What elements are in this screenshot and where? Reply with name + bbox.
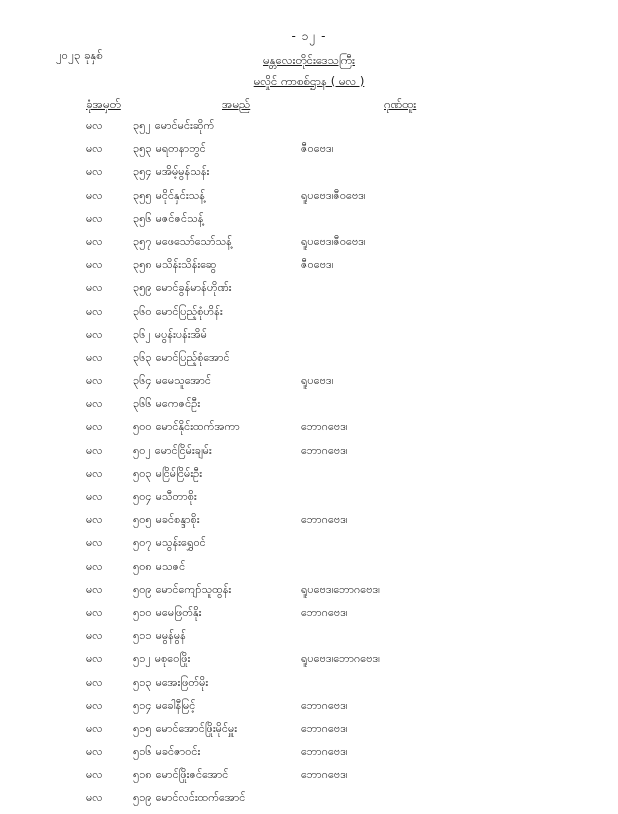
list-item	[0, 234, 618, 257]
row-distinction: ရူပဗေဒ၊	[301, 374, 334, 388]
list-item	[0, 512, 618, 535]
row-code: မလ	[86, 281, 103, 295]
row-code: မလ	[86, 304, 103, 318]
year-label: ၂၀၂၃ ခုနှစ်	[56, 48, 103, 62]
row-code: မလ	[86, 582, 103, 596]
row-distinction: ဘောဂဗေဒ၊	[301, 698, 348, 712]
row-number: ၅၁၄	[133, 698, 152, 712]
row-person-name: မခင်ဇာဝင်း	[155, 745, 201, 759]
row-number: ၃၅၇	[133, 234, 152, 248]
row-number: ၅၀၀	[133, 420, 152, 434]
row-code: မလ	[86, 721, 103, 735]
row-name	[133, 350, 230, 366]
row-name	[133, 327, 207, 343]
row-number: ၅၀၂	[133, 443, 151, 457]
row-person-name: မောင်ကျော်သူထွန်း	[155, 582, 232, 596]
row-name	[133, 211, 203, 227]
row-person-name: မောင်နိုင်းထက်အကာ	[155, 420, 240, 434]
row-number: ၃၆၄	[133, 374, 152, 388]
list-item	[0, 350, 618, 373]
row-distinction: ဇီဝဗေဒ၊	[301, 142, 334, 156]
row-code: မလ	[86, 374, 103, 388]
list-item	[0, 466, 618, 489]
list-item	[0, 419, 618, 442]
row-distinction: ဘောဂဗေဒ၊	[301, 745, 348, 759]
row-name	[133, 512, 200, 528]
row-name	[133, 582, 231, 598]
row-name	[133, 675, 208, 691]
row-number: ၃၆၂	[133, 327, 151, 341]
row-code: မလ	[86, 258, 103, 272]
row-number: ၅၁၉	[133, 791, 152, 805]
row-code: မလ	[86, 211, 103, 225]
row-name	[133, 141, 206, 157]
list-item	[0, 188, 618, 211]
row-distinction: ဘောဂဗေဒ၊	[301, 513, 348, 527]
list-item	[0, 744, 618, 767]
list-item	[0, 396, 618, 419]
row-name	[133, 559, 185, 575]
list-item	[0, 721, 618, 744]
row-distinction: ရူပဗေဒ၊ဇီဝဗေဒ၊	[301, 234, 366, 248]
row-name	[133, 466, 202, 482]
row-number: ၃၅၄	[133, 165, 152, 179]
row-number: ၅၁၂	[133, 652, 151, 666]
list-item	[0, 118, 618, 141]
row-number: ၅၀၄	[133, 490, 152, 503]
row-name	[133, 280, 231, 296]
row-person-name: မောင်ပြည့်စုံဟိန်း	[155, 304, 223, 318]
row-code: မလ	[86, 466, 103, 480]
row-code: မလ	[86, 165, 103, 179]
row-person-name: မမေဖြတ်နိုး	[155, 605, 202, 619]
list-item	[0, 628, 618, 651]
row-number: ၃၅၃	[133, 142, 152, 156]
row-number: ၅၀၃	[133, 466, 152, 480]
row-code: မလ	[86, 791, 103, 805]
row-name	[133, 443, 212, 459]
row-number: ၅၀၉	[133, 582, 152, 596]
row-person-name: မငိုင်နှင်းသန့်	[155, 188, 205, 202]
row-person-name: မငြိမ်ငြိမ်းဦး	[155, 466, 203, 480]
row-name	[133, 628, 186, 644]
column-header-code: ခုံအမှတ်	[86, 97, 121, 111]
row-person-name: မမွန်မွန်	[155, 629, 186, 643]
row-number: ၃၅၆	[133, 211, 152, 225]
list-item	[0, 211, 618, 234]
row-name	[133, 698, 195, 714]
row-number: ၃၅၂	[133, 119, 151, 132]
row-number: ၅၀၅	[133, 513, 152, 527]
row-number: ၃၅၉	[133, 281, 152, 295]
list-item	[0, 327, 618, 350]
region-title: မန္တလေးတိုင်းဒေသကြီး	[263, 53, 355, 67]
row-number: ၃၆၀	[133, 304, 152, 318]
row-person-name: မသိန်းသိန်းဆွေ	[155, 258, 217, 272]
row-number: ၃၅၅	[133, 188, 152, 202]
column-header-note: ဂုဏ်ထူး	[384, 97, 417, 111]
row-name	[133, 257, 216, 273]
list-item	[0, 489, 618, 512]
row-name	[133, 396, 200, 412]
row-code: မလ	[86, 675, 103, 689]
row-person-name: မမေသူအောင်	[155, 374, 212, 388]
row-name	[133, 188, 205, 204]
row-number: ၅၁၈	[133, 768, 152, 782]
row-person-name: မပွန်းပန်းအိမ်	[154, 327, 207, 341]
row-code: မလ	[86, 513, 103, 527]
row-person-name: မသွန်းရွှေဝင်	[155, 536, 206, 550]
row-person-name: မောင်အောင်ဖြိုးမိုင်မှူး	[155, 721, 238, 735]
list-item	[0, 559, 618, 582]
list-item	[0, 141, 618, 164]
row-distinction: ရူပဗေဒ၊ဇီဝဗေဒ၊	[301, 188, 366, 202]
row-code: မလ	[86, 234, 103, 248]
row-distinction: ဘောဂဗေဒ၊	[301, 420, 348, 434]
row-code: မလ	[86, 350, 103, 364]
row-distinction: ဇီဝဗေဒ၊	[301, 258, 334, 272]
row-person-name: မောင်ငြိမ်းချမ်း	[154, 443, 212, 457]
constituency-title: မလှိုင် ကာစစ်ဌာန ( မလ )	[253, 74, 365, 88]
row-person-name: မကေဇင်ဦး	[155, 397, 201, 411]
row-name	[133, 164, 209, 180]
row-code: မလ	[86, 605, 103, 619]
list-item	[0, 535, 618, 558]
row-person-name: မောင်လင်းထက်အောင်	[155, 791, 246, 805]
row-number: ၅၁၅	[133, 721, 152, 735]
row-name	[133, 304, 223, 320]
list-item	[0, 651, 618, 674]
row-person-name: မသဇင်	[155, 559, 186, 573]
row-code: မလ	[86, 397, 103, 411]
list-item	[0, 605, 618, 628]
row-person-name: မောင်မင်းဆိုက်	[154, 119, 215, 132]
list-item	[0, 373, 618, 396]
list-item	[0, 582, 618, 605]
row-person-name: မအေးဖြတ်မိုး	[155, 675, 209, 689]
row-name	[133, 721, 237, 737]
row-name	[133, 744, 200, 760]
row-code: မလ	[86, 188, 103, 202]
row-person-name: မခေါနီမြင့်	[155, 698, 196, 712]
row-code: မလ	[86, 327, 103, 341]
list-item	[0, 675, 618, 698]
row-code: မလ	[86, 698, 103, 712]
row-code: မလ	[86, 420, 103, 434]
row-distinction: ရူပဗေဒ၊ဘောဂဗေဒ၊	[301, 582, 380, 596]
row-person-name: မဖေသော်သော်သန့်	[155, 234, 232, 248]
row-distinction: ရူပဗေဒ၊ဘောဂဗေဒ၊	[301, 652, 380, 666]
row-code: မလ	[86, 652, 103, 666]
row-distinction: ဘောဂဗေဒ၊	[301, 721, 348, 735]
row-name	[133, 373, 211, 389]
row-name	[133, 118, 214, 134]
row-number: ၅၀၈	[133, 559, 152, 573]
list-item	[0, 257, 618, 280]
row-person-name: မောင်ခွန်မာန်ဟိုဏ်း	[155, 281, 232, 295]
page-number: - ၁၂ -	[291, 29, 327, 43]
list-item	[0, 698, 618, 721]
row-code: မလ	[86, 629, 103, 643]
row-name	[133, 651, 190, 667]
row-name	[133, 605, 201, 621]
row-code: မလ	[86, 536, 103, 550]
list-item	[0, 304, 618, 327]
row-name	[133, 535, 206, 551]
row-code: မလ	[86, 768, 103, 782]
row-number: ၃၅၈	[133, 258, 152, 272]
row-code: မလ	[86, 443, 103, 457]
row-person-name: မဇင်ဇင်သန့်	[155, 211, 204, 225]
row-name	[133, 790, 245, 806]
row-number: ၅၁၀	[133, 605, 152, 619]
list-item	[0, 164, 618, 187]
list-item	[0, 767, 618, 790]
row-number: ၃၆၃	[133, 350, 152, 364]
row-number: ၃၆၆	[133, 397, 152, 411]
row-name	[133, 234, 232, 250]
list-item	[0, 280, 618, 303]
row-code: မလ	[86, 119, 103, 132]
row-person-name: မသီတာစိုး	[155, 490, 197, 503]
row-person-name: မရတနာဘွင်	[155, 142, 206, 156]
column-header-name: အမည်	[222, 97, 251, 111]
results-list	[0, 118, 618, 814]
row-person-name: မောင်ဖြိုးဇင်အောင်	[155, 768, 229, 782]
row-distinction: ဘောဂဗေဒ၊	[301, 768, 348, 782]
row-code: မလ	[86, 745, 103, 759]
row-number: ၅၁၃	[133, 675, 152, 689]
row-number: ၅၁၁	[133, 629, 152, 643]
row-name	[133, 419, 240, 435]
row-number: ၅၁၆	[133, 745, 152, 759]
list-item	[0, 443, 618, 466]
row-code: မလ	[86, 490, 103, 503]
row-distinction: ဘောဂဗေဒ၊	[301, 605, 348, 619]
row-person-name: မခင်စန္ဒာစိုး	[155, 513, 200, 527]
row-name	[133, 489, 197, 505]
row-code: မလ	[86, 142, 103, 156]
row-person-name: မောင်ပြည့်စုံအောင်	[155, 350, 230, 364]
row-person-name: မစုဝေဖြိုး	[154, 652, 191, 666]
row-name	[133, 767, 228, 783]
list-item	[0, 790, 618, 813]
row-distinction: ဘောဂဗေဒ၊	[301, 443, 348, 457]
row-number: ၅၀၇	[133, 536, 152, 550]
row-code: မလ	[86, 559, 103, 573]
row-person-name: မအိမ့်မွန်သန်း	[155, 165, 210, 179]
